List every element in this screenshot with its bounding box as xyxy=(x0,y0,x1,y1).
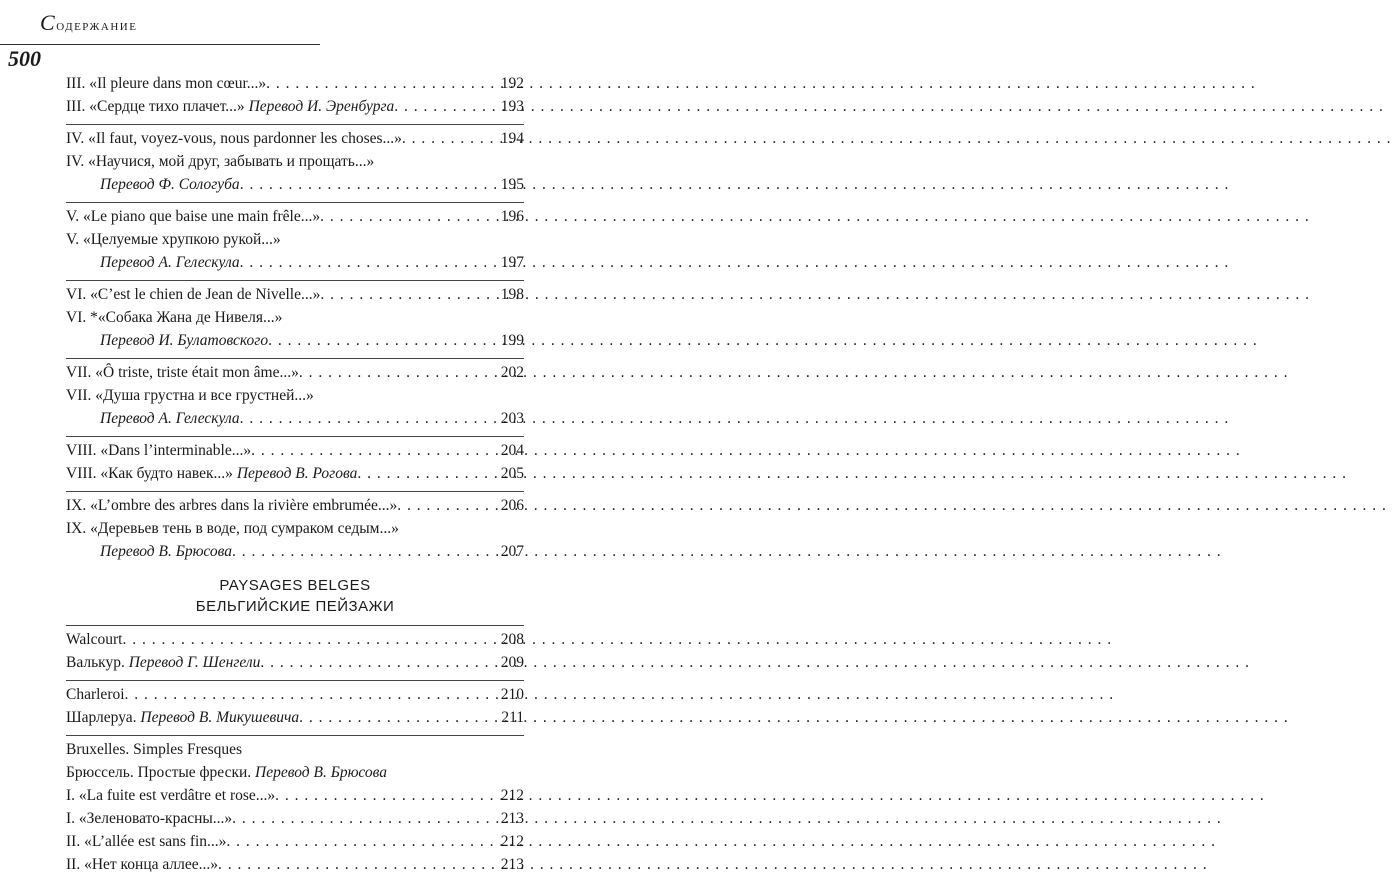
page-ref: 212 xyxy=(500,787,524,804)
toc-entry xyxy=(66,784,524,807)
toc-entry xyxy=(66,830,524,853)
translator: Перевод А. Гелескула xyxy=(100,254,240,271)
page-ref: 209 xyxy=(500,654,524,671)
translator: Перевод И. Эренбурга xyxy=(248,98,395,115)
toc-entry xyxy=(66,462,524,485)
toc-entry xyxy=(66,853,524,876)
entry-text: VI. *«Собака Жана де Нивеля...» xyxy=(66,309,283,326)
toc-entry xyxy=(66,251,524,274)
page-ref: 203 xyxy=(500,410,524,427)
toc-entry xyxy=(66,306,524,329)
dot-leader xyxy=(357,462,498,485)
toc-section-fetes xyxy=(66,70,524,563)
page-ref: 207 xyxy=(500,543,524,560)
dot-leader xyxy=(275,784,499,807)
entry-text: V. «Целуемые хрупкою рукой...» xyxy=(66,231,281,248)
entry-title xyxy=(66,628,122,651)
entry-title xyxy=(66,462,357,485)
toc-entry xyxy=(66,494,524,517)
page-ref: 208 xyxy=(500,631,524,648)
toc-entry xyxy=(66,439,524,462)
dot-leader xyxy=(218,853,499,876)
entry-text: VI. «C’est le chien de Jean de Nivelle...» xyxy=(66,286,321,303)
entry-title xyxy=(66,439,251,462)
entry-title xyxy=(66,228,281,251)
dot-leader xyxy=(240,173,499,196)
toc-entry xyxy=(66,150,524,173)
entry-text: Charleroi xyxy=(66,686,125,703)
entry-text: IX. «L’ombre des arbres dans la rivière embrumée...» xyxy=(66,497,398,514)
page-ref: 199 xyxy=(500,332,524,349)
toc-entry xyxy=(66,228,524,251)
section-heading xyxy=(66,575,524,617)
page-ref: 210 xyxy=(500,686,524,703)
toc-entry xyxy=(66,329,524,352)
entry-title xyxy=(100,251,240,274)
entry-text: III. «Сердце тихо плачет...» xyxy=(66,98,249,115)
toc-entry xyxy=(66,283,524,306)
toc-entry xyxy=(66,205,524,228)
entry-title xyxy=(66,494,397,517)
toc-entry xyxy=(66,683,524,706)
toc-section-paysages xyxy=(66,625,524,876)
entry-title xyxy=(66,830,226,853)
page-ref: 194 xyxy=(500,130,524,147)
entry-text: IV. «Научися, мой друг, забывать и прощать...» xyxy=(66,153,375,170)
entry-text: III. «Il pleure dans mon cœur...» xyxy=(66,75,267,92)
entry-title xyxy=(66,72,266,95)
toc-entry xyxy=(66,384,524,407)
toc-entry xyxy=(66,628,524,651)
toc-content xyxy=(66,70,524,876)
entry-text: Walcourt xyxy=(66,631,123,648)
dot-leader xyxy=(402,127,499,150)
translator: Перевод Г. Шенгели xyxy=(128,654,261,671)
entry-title xyxy=(66,361,299,384)
entry-title xyxy=(66,706,299,729)
page-ref: 204 xyxy=(500,442,524,459)
entry-title: Bruxelles. Simples Fresques xyxy=(66,741,243,758)
entry-title: Брюссель. Простые фрески. xyxy=(66,764,256,781)
entry-text: Валькур. xyxy=(66,654,129,671)
translator: Перевод Ф. Сологуба xyxy=(100,176,240,193)
page-ref: 211 xyxy=(501,709,524,726)
entry-text: IV. «Il faut, voyez-vous, nous pardonner les choses...» xyxy=(66,130,402,147)
page-number: 500 xyxy=(8,46,41,71)
page-ref: 198 xyxy=(500,286,524,303)
toc-group xyxy=(66,70,524,118)
entry-title xyxy=(66,651,260,674)
toc-entry xyxy=(66,706,524,729)
page-ref: 195 xyxy=(500,176,524,193)
dot-leader xyxy=(232,540,499,563)
translator: Перевод В. Брюсова xyxy=(255,764,387,781)
entry-title xyxy=(66,384,314,407)
entry-text: VIII. «Dans l’interminable...» xyxy=(66,442,252,459)
toc-entry xyxy=(66,807,524,830)
header-title: одержание xyxy=(56,17,138,34)
page-ref: 202 xyxy=(500,364,524,381)
page-ref: 213 xyxy=(500,810,524,827)
section-title-ru: БЕЛЬГИЙСКИЕ ПЕЙЗАЖИ xyxy=(195,598,395,615)
dot-leader xyxy=(397,494,498,517)
running-header xyxy=(40,10,137,36)
entry-text: I. «La fuite est verdâtre et rose...» xyxy=(66,787,276,804)
dot-leader xyxy=(122,628,498,651)
entry-text: II. «Нет конца аллее...» xyxy=(66,856,219,873)
dot-leader xyxy=(268,329,499,352)
entry-title xyxy=(100,540,232,563)
toc-entry xyxy=(66,540,524,563)
toc-group xyxy=(66,202,524,274)
entry-title xyxy=(100,173,240,196)
toc-heading-line xyxy=(66,738,524,761)
dot-leader xyxy=(251,439,499,462)
toc-entry xyxy=(66,72,524,95)
toc-entry xyxy=(66,651,524,674)
page-ref: 193 xyxy=(500,98,524,115)
dot-leader xyxy=(260,651,498,674)
translator: Перевод А. Гелескула xyxy=(100,410,240,427)
translator: Перевод В. Брюсова xyxy=(100,543,232,560)
entry-text: VIII. «Как будто навек...» xyxy=(66,465,237,482)
dot-leader xyxy=(240,251,499,274)
toc-entry xyxy=(66,517,524,540)
translator: Перевод В. Рогова xyxy=(236,465,358,482)
dot-leader xyxy=(226,830,498,853)
page-ref: 212 xyxy=(500,833,524,850)
toc-group xyxy=(66,280,524,352)
dot-leader xyxy=(240,407,499,430)
toc-group xyxy=(66,491,524,563)
entry-text: II. «L’allée est sans fin...» xyxy=(66,833,227,850)
translator: Перевод В. Микушевича xyxy=(140,709,300,726)
dot-leader xyxy=(394,95,498,118)
toc-group xyxy=(66,680,524,729)
toc-entry xyxy=(66,407,524,430)
toc-heading-line xyxy=(66,761,524,784)
page-ref: 206 xyxy=(500,497,524,514)
entry-title xyxy=(66,283,320,306)
page-ref: 205 xyxy=(500,465,524,482)
entry-title xyxy=(66,95,394,118)
entry-title xyxy=(100,407,240,430)
dot-leader xyxy=(125,683,499,706)
dot-leader xyxy=(320,205,499,228)
entry-title xyxy=(66,683,125,706)
entry-text: IX. «Деревьев тень в воде, под сумраком седым...» xyxy=(66,520,399,537)
entry-text: Шарлеруа. xyxy=(66,709,141,726)
toc-entry xyxy=(66,127,524,150)
toc-group xyxy=(66,625,524,674)
header-rule xyxy=(0,44,320,45)
toc-entry xyxy=(66,173,524,196)
page-ref: 213 xyxy=(500,856,524,873)
toc-entry xyxy=(66,361,524,384)
entry-title xyxy=(66,205,320,228)
toc-group xyxy=(66,358,524,430)
entry-title xyxy=(66,807,232,830)
toc-group xyxy=(66,735,524,876)
entry-title xyxy=(66,853,218,876)
toc-group xyxy=(66,124,524,196)
entry-text: VII. «Ô triste, triste était mon âme...» xyxy=(66,364,299,381)
entry-text: VII. «Душа грустна и все грустней...» xyxy=(66,387,314,404)
dot-leader xyxy=(320,283,498,306)
toc-group xyxy=(66,436,524,485)
dot-leader xyxy=(266,72,499,95)
entry-title xyxy=(66,150,374,173)
dot-leader xyxy=(299,706,499,729)
page-ref: 196 xyxy=(500,208,524,225)
entry-title xyxy=(66,517,399,540)
entry-text: V. «Le piano que baise une main frêle...» xyxy=(66,208,321,225)
page-ref: 197 xyxy=(500,254,524,271)
section-title-fr: PAYSAGES BELGES xyxy=(219,577,371,594)
page-ref: 192 xyxy=(500,75,524,92)
entry-text: I. «Зеленовато-красны...» xyxy=(66,810,233,827)
toc-entry xyxy=(66,95,524,118)
header-initial: С xyxy=(40,10,57,35)
dot-leader xyxy=(232,807,499,830)
translator: Перевод И. Булатовского xyxy=(100,332,269,349)
entry-title xyxy=(66,306,282,329)
entry-title xyxy=(66,127,402,150)
entry-title xyxy=(66,784,275,807)
entry-title xyxy=(100,329,268,352)
dot-leader xyxy=(299,361,499,384)
